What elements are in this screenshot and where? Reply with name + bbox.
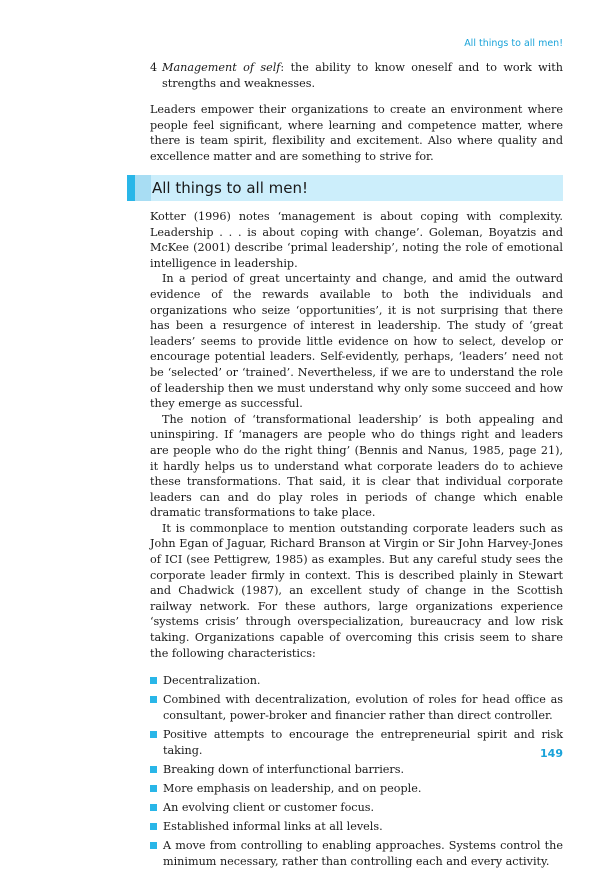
list-item-text: Positive attempts to encourage the entrepreneurial spirit and risk taking. — [163, 728, 563, 757]
list-item — [150, 781, 563, 797]
bullet-square-icon — [150, 731, 157, 738]
page-body — [150, 60, 563, 185]
list-item — [150, 762, 563, 778]
heading-accent-bar — [127, 175, 135, 201]
list-item-text: More emphasis on leadership, and on people. — [163, 781, 422, 795]
list-item — [150, 838, 563, 869]
bullet-square-icon — [150, 785, 157, 792]
bullet-square-icon — [150, 823, 157, 830]
list-item-text: Breaking down of interfunctional barriers. — [163, 762, 405, 776]
section-heading: All things to all men! — [152, 179, 309, 197]
characteristics-list — [150, 673, 563, 869]
item-term: Management of self — [162, 61, 281, 74]
numbered-item — [150, 60, 563, 91]
bullet-square-icon — [150, 804, 157, 811]
list-item — [150, 819, 563, 835]
running-head: All things to all men! — [464, 38, 563, 49]
list-item-text: A move from controlling to enabling approaches. Systems control the minimum necessary, rather than controlling each and every activity. — [163, 839, 563, 868]
paragraph-1: Kotter (1996) notes ‘management is about coping with complexity. Leadership . . . is about coping with change’. Goleman, Boyatzis and McKee (2001) describe ‘primal leadership’, noting the role of emotional intelligence in leadership. — [150, 210, 563, 270]
list-item-text: An evolving client or customer focus. — [163, 800, 375, 814]
list-item — [150, 692, 563, 723]
heading-accent-bar-light — [135, 175, 151, 201]
section-heading-band — [127, 175, 563, 201]
item-text — [162, 60, 563, 91]
bullet-square-icon — [150, 677, 157, 684]
item-description: : the ability to know oneself and to work with strengths and weaknesses. — [162, 61, 563, 90]
list-item-text: Decentralization. — [163, 674, 261, 688]
bullet-square-icon — [150, 842, 157, 849]
list-item — [150, 800, 563, 816]
paragraph-4: It is commonplace to mention outstanding corporate leaders such as John Egan of Jaguar, Richard Branson at Virgin or Sir John Harvey-Jones of ICI (see Pettigrew, 1985) as examples. But any careful study sees the corporate leader firmly in context. This is described plainly in Stewart and Chadwick (1987), an excellent study of change in the Scottish railway network. For these authors, large organizations experience ‘systems crisis’ through overspecialization, bureaucracy and low risk taking. Organizations capable of overcoming this crisis seem to share the following characteristics: — [150, 521, 563, 660]
list-item-text: Combined with decentralization, evolution of roles for head office as consultant, power-broker and financier rather than direct controller. — [163, 693, 563, 722]
list-item-text: Established informal links at all levels. — [163, 819, 383, 833]
item-number: 4 — [150, 61, 158, 74]
list-item — [150, 673, 563, 689]
list-item — [150, 727, 563, 758]
paragraph-3: The notion of ‘transformational leadership’ is both appealing and uninspiring. If ‘managers are people who do things right and leaders are people who do the right thing’ (Bennis and Nanus, 1985, page 21), it hardly helps us to understand what corporate leaders do to achieve these transformations. That said, it is clear that individual corporate leaders can and do play roles in periods of change which enable dramatic transformations to take place. — [150, 412, 563, 520]
bullet-square-icon — [150, 696, 157, 703]
paragraph-2: In a period of great uncertainty and change, and amid the outward evidence of the rewards available to both the individuals and organizations who seize ‘opportunities’, it is not surprising that there has been a resurgence of interest in leadership. The study of ‘great leaders’ seems to provide little evidence on how to select, develop or encourage potential leaders. Self-evidently, perhaps, ‘leaders’ need not be ‘selected’ or ‘trained’. Nevertheless, if we are to understand the role of leadership then we must understand why only some succeed and how they emerge as successful. — [150, 272, 563, 411]
section-body — [150, 209, 563, 873]
page-number: 149 — [540, 747, 563, 760]
bullet-square-icon — [150, 766, 157, 773]
intro-paragraph: Leaders empower their organizations to create an environment where people feel significant, where learning and competence matter, where there is team spirit, flexibility and excitement. Also where quality and excellence matter and are something to strive for. — [150, 103, 563, 163]
